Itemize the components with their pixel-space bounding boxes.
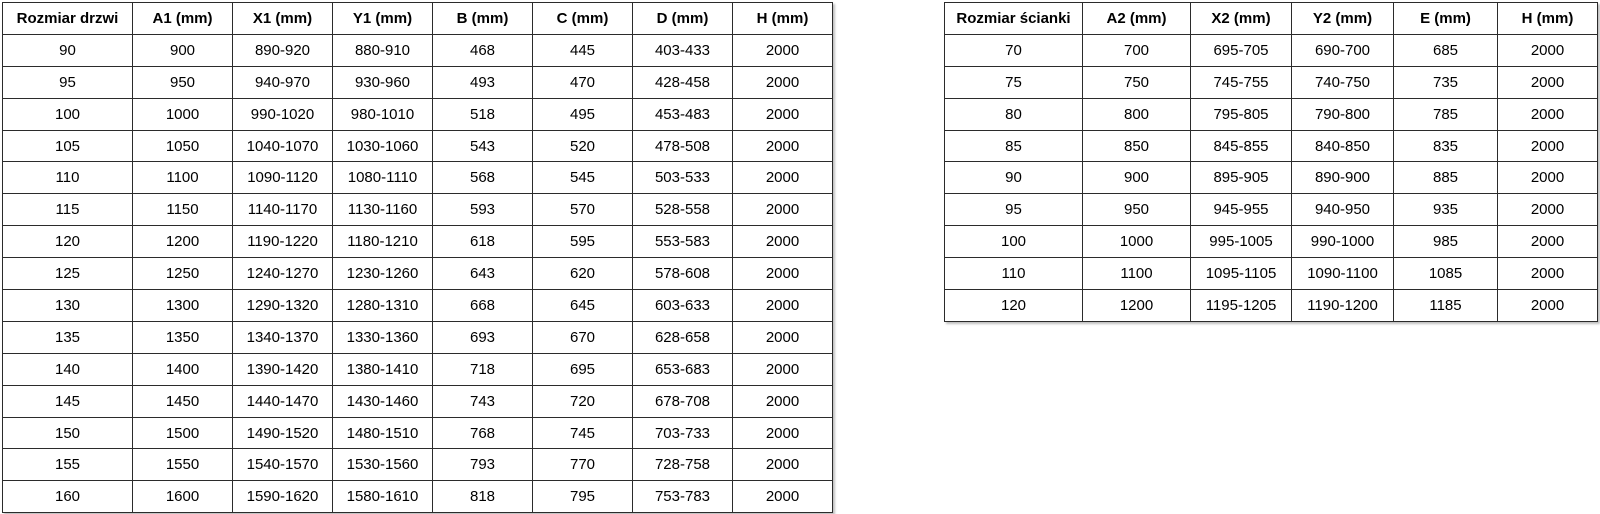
table-cell: 735 <box>1394 66 1498 98</box>
table-cell: 568 <box>433 162 533 194</box>
table-cell: 90 <box>3 34 133 66</box>
table-row <box>945 130 1598 162</box>
table-cell: 2000 <box>733 194 833 226</box>
table-cell: 445 <box>533 34 633 66</box>
table-cell: 2000 <box>1498 194 1598 226</box>
table-cell: 543 <box>433 130 533 162</box>
table-row <box>3 417 833 449</box>
table-cell: 528-558 <box>633 194 733 226</box>
table-cell: 105 <box>3 130 133 162</box>
table-cell: 1190-1200 <box>1292 290 1394 322</box>
table-cell: 1300 <box>133 290 233 322</box>
column-header: Y2 (mm) <box>1292 3 1394 35</box>
table-cell: 2000 <box>733 385 833 417</box>
table-row <box>3 258 833 290</box>
table-row <box>945 258 1598 290</box>
table-cell: 900 <box>1083 162 1191 194</box>
table-cell: 790-800 <box>1292 98 1394 130</box>
table-cell: 2000 <box>733 34 833 66</box>
table-cell: 950 <box>133 66 233 98</box>
table-cell: 1130-1160 <box>333 194 433 226</box>
table-cell: 1095-1105 <box>1191 258 1292 290</box>
table-row <box>945 194 1598 226</box>
table-cell: 1390-1420 <box>233 353 333 385</box>
table-cell: 100 <box>945 226 1083 258</box>
table-cell: 553-583 <box>633 226 733 258</box>
table-cell: 1195-1205 <box>1191 290 1292 322</box>
table-cell: 520 <box>533 130 633 162</box>
column-header: D (mm) <box>633 3 733 35</box>
table-cell: 470 <box>533 66 633 98</box>
table-cell: 818 <box>433 481 533 513</box>
table-cell: 503-533 <box>633 162 733 194</box>
table-cell: 990-1020 <box>233 98 333 130</box>
table-cell: 2000 <box>733 481 833 513</box>
table-cell: 495 <box>533 98 633 130</box>
table-cell: 1000 <box>133 98 233 130</box>
table-cell: 1340-1370 <box>233 321 333 353</box>
table-cell: 110 <box>945 258 1083 290</box>
table-cell: 995-1005 <box>1191 226 1292 258</box>
table-cell: 468 <box>433 34 533 66</box>
table-cell: 160 <box>3 481 133 513</box>
wall-size-table <box>944 2 1598 322</box>
column-header: X1 (mm) <box>233 3 333 35</box>
table-cell: 1530-1560 <box>333 449 433 481</box>
table-row <box>945 226 1598 258</box>
table-cell: 1240-1270 <box>233 258 333 290</box>
table-row <box>3 194 833 226</box>
table-cell: 2000 <box>1498 130 1598 162</box>
table-cell: 2000 <box>1498 98 1598 130</box>
table-cell: 1280-1310 <box>333 290 433 322</box>
table-cell: 770 <box>533 449 633 481</box>
table-cell: 2000 <box>1498 226 1598 258</box>
table-cell: 403-433 <box>633 34 733 66</box>
header-row <box>3 3 833 35</box>
table-cell: 890-920 <box>233 34 333 66</box>
table-cell: 1000 <box>1083 226 1191 258</box>
table-row <box>3 321 833 353</box>
table-cell: 753-783 <box>633 481 733 513</box>
table-cell: 670 <box>533 321 633 353</box>
table-cell: 2000 <box>733 130 833 162</box>
table-cell: 835 <box>1394 130 1498 162</box>
table-cell: 2000 <box>733 353 833 385</box>
table-cell: 740-750 <box>1292 66 1394 98</box>
column-header: Y1 (mm) <box>333 3 433 35</box>
table-cell: 653-683 <box>633 353 733 385</box>
table-cell: 980-1010 <box>333 98 433 130</box>
column-header: H (mm) <box>1498 3 1598 35</box>
table-cell: 1540-1570 <box>233 449 333 481</box>
table-cell: 478-508 <box>633 130 733 162</box>
table-cell: 1550 <box>133 449 233 481</box>
column-header: E (mm) <box>1394 3 1498 35</box>
table-cell: 2000 <box>1498 66 1598 98</box>
table-cell: 1150 <box>133 194 233 226</box>
table-cell: 728-758 <box>633 449 733 481</box>
table-cell: 700 <box>1083 34 1191 66</box>
table-cell: 750 <box>1083 66 1191 98</box>
table-cell: 1500 <box>133 417 233 449</box>
table-cell: 718 <box>433 353 533 385</box>
table-cell: 768 <box>433 417 533 449</box>
table-cell: 1450 <box>133 385 233 417</box>
table-cell: 70 <box>945 34 1083 66</box>
table-cell: 1140-1170 <box>233 194 333 226</box>
table-cell: 1100 <box>133 162 233 194</box>
table-cell: 1290-1320 <box>233 290 333 322</box>
table-cell: 1180-1210 <box>333 226 433 258</box>
table-cell: 593 <box>433 194 533 226</box>
table-cell: 985 <box>1394 226 1498 258</box>
column-header: A1 (mm) <box>133 3 233 35</box>
table-cell: 668 <box>433 290 533 322</box>
table-cell: 135 <box>3 321 133 353</box>
table-cell: 545 <box>533 162 633 194</box>
table-row <box>3 226 833 258</box>
table-cell: 695 <box>533 353 633 385</box>
table-cell: 428-458 <box>633 66 733 98</box>
table-cell: 900 <box>133 34 233 66</box>
table-cell: 120 <box>945 290 1083 322</box>
table-cell: 695-705 <box>1191 34 1292 66</box>
table-cell: 1185 <box>1394 290 1498 322</box>
table-cell: 1380-1410 <box>333 353 433 385</box>
table-cell: 1090-1100 <box>1292 258 1394 290</box>
table-cell: 990-1000 <box>1292 226 1394 258</box>
table-cell: 678-708 <box>633 385 733 417</box>
table-cell: 793 <box>433 449 533 481</box>
table-cell: 720 <box>533 385 633 417</box>
table-row <box>3 130 833 162</box>
table-row <box>3 34 833 66</box>
table-cell: 935 <box>1394 194 1498 226</box>
table-cell: 1400 <box>133 353 233 385</box>
table-cell: 1590-1620 <box>233 481 333 513</box>
table-cell: 145 <box>3 385 133 417</box>
table-cell: 2000 <box>1498 290 1598 322</box>
column-header: X2 (mm) <box>1191 3 1292 35</box>
table-cell: 2000 <box>1498 258 1598 290</box>
table-cell: 2000 <box>733 321 833 353</box>
table-cell: 2000 <box>733 66 833 98</box>
table-cell: 620 <box>533 258 633 290</box>
table-cell: 890-900 <box>1292 162 1394 194</box>
table-cell: 2000 <box>733 449 833 481</box>
table-cell: 2000 <box>1498 34 1598 66</box>
table-cell: 130 <box>3 290 133 322</box>
table-cell: 1200 <box>133 226 233 258</box>
table-cell: 930-960 <box>333 66 433 98</box>
column-header: Rozmiar drzwi <box>3 3 133 35</box>
table-row <box>945 290 1598 322</box>
table-cell: 80 <box>945 98 1083 130</box>
table-cell: 1085 <box>1394 258 1498 290</box>
table-row <box>3 162 833 194</box>
table-cell: 518 <box>433 98 533 130</box>
table-cell: 643 <box>433 258 533 290</box>
table-cell: 1600 <box>133 481 233 513</box>
table-cell: 745-755 <box>1191 66 1292 98</box>
table-cell: 703-733 <box>633 417 733 449</box>
table-row <box>3 98 833 130</box>
column-header: C (mm) <box>533 3 633 35</box>
table-cell: 618 <box>433 226 533 258</box>
table-cell: 1090-1120 <box>233 162 333 194</box>
table-cell: 2000 <box>733 417 833 449</box>
door-size-table <box>2 2 833 513</box>
table-cell: 2000 <box>733 98 833 130</box>
table-cell: 1350 <box>133 321 233 353</box>
header-row <box>945 3 1598 35</box>
table-cell: 940-970 <box>233 66 333 98</box>
table-cell: 1100 <box>1083 258 1191 290</box>
column-header: B (mm) <box>433 3 533 35</box>
table-cell: 800 <box>1083 98 1191 130</box>
table-cell: 90 <box>945 162 1083 194</box>
table-cell: 1490-1520 <box>233 417 333 449</box>
table-cell: 645 <box>533 290 633 322</box>
table-cell: 603-633 <box>633 290 733 322</box>
table-cell: 95 <box>3 66 133 98</box>
table-cell: 693 <box>433 321 533 353</box>
table-row <box>3 385 833 417</box>
table-cell: 940-950 <box>1292 194 1394 226</box>
table-cell: 595 <box>533 226 633 258</box>
table-cell: 2000 <box>733 162 833 194</box>
column-header: A2 (mm) <box>1083 3 1191 35</box>
table-cell: 75 <box>945 66 1083 98</box>
table-cell: 1330-1360 <box>333 321 433 353</box>
table-cell: 885 <box>1394 162 1498 194</box>
table-cell: 1430-1460 <box>333 385 433 417</box>
table-cell: 1200 <box>1083 290 1191 322</box>
table-cell: 1250 <box>133 258 233 290</box>
table-cell: 1080-1110 <box>333 162 433 194</box>
table-cell: 1190-1220 <box>233 226 333 258</box>
table-row <box>945 162 1598 194</box>
table-cell: 1440-1470 <box>233 385 333 417</box>
table-row <box>3 66 833 98</box>
table-cell: 950 <box>1083 194 1191 226</box>
table-cell: 85 <box>945 130 1083 162</box>
table-cell: 1580-1610 <box>333 481 433 513</box>
column-header: H (mm) <box>733 3 833 35</box>
table-cell: 115 <box>3 194 133 226</box>
table-cell: 570 <box>533 194 633 226</box>
table-cell: 745 <box>533 417 633 449</box>
table-cell: 2000 <box>733 226 833 258</box>
table-cell: 1050 <box>133 130 233 162</box>
table-cell: 110 <box>3 162 133 194</box>
table-row <box>3 353 833 385</box>
table-cell: 628-658 <box>633 321 733 353</box>
table-cell: 850 <box>1083 130 1191 162</box>
table-cell: 578-608 <box>633 258 733 290</box>
table-cell: 840-850 <box>1292 130 1394 162</box>
table-cell: 95 <box>945 194 1083 226</box>
table-row <box>945 34 1598 66</box>
table-cell: 743 <box>433 385 533 417</box>
table-cell: 150 <box>3 417 133 449</box>
table-cell: 690-700 <box>1292 34 1394 66</box>
table-cell: 1040-1070 <box>233 130 333 162</box>
table-cell: 845-855 <box>1191 130 1292 162</box>
table-cell: 120 <box>3 226 133 258</box>
table-cell: 895-905 <box>1191 162 1292 194</box>
table-cell: 2000 <box>1498 162 1598 194</box>
table-cell: 453-483 <box>633 98 733 130</box>
table-cell: 880-910 <box>333 34 433 66</box>
table-cell: 125 <box>3 258 133 290</box>
table-cell: 155 <box>3 449 133 481</box>
table-row <box>3 481 833 513</box>
table-row <box>3 449 833 481</box>
table-cell: 1230-1260 <box>333 258 433 290</box>
table-row <box>3 290 833 322</box>
table-cell: 2000 <box>733 258 833 290</box>
column-header: Rozmiar ścianki <box>945 3 1083 35</box>
table-cell: 1480-1510 <box>333 417 433 449</box>
table-cell: 1030-1060 <box>333 130 433 162</box>
table-cell: 100 <box>3 98 133 130</box>
table-cell: 795 <box>533 481 633 513</box>
table-cell: 140 <box>3 353 133 385</box>
table-cell: 785 <box>1394 98 1498 130</box>
table-cell: 945-955 <box>1191 194 1292 226</box>
table-cell: 493 <box>433 66 533 98</box>
table-cell: 685 <box>1394 34 1498 66</box>
table-row <box>945 66 1598 98</box>
table-cell: 2000 <box>733 290 833 322</box>
table-row <box>945 98 1598 130</box>
table-cell: 795-805 <box>1191 98 1292 130</box>
